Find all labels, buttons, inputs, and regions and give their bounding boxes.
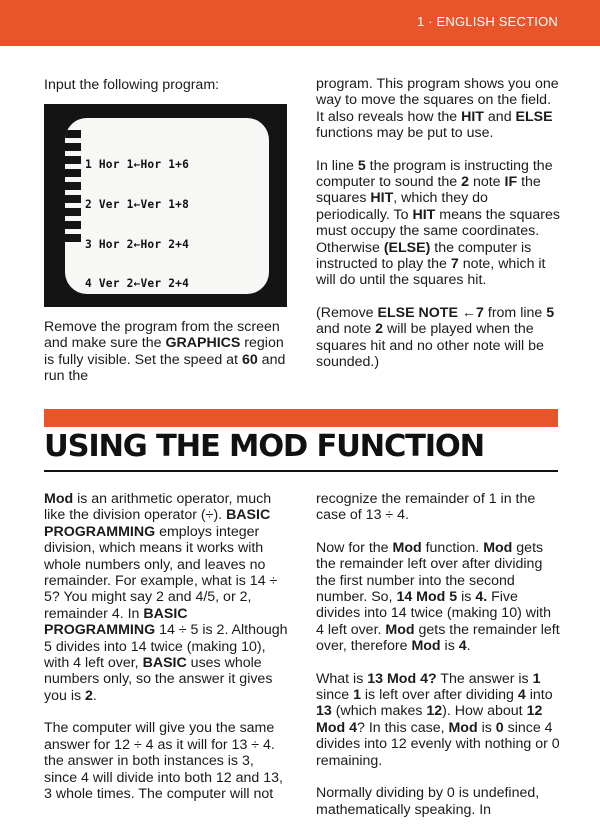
paragraph-hit-else: program. This program shows you one way to move the squares on the field. It also reveals how the HIT and ELSE functions may be put to use.: [316, 76, 559, 142]
paragraph-mod-intro: Mod is an arithmetic operator, much like the division operator (÷). BASIC PROGRAMMING employs integer division, which means it works with whole numbers only, and leaves no remainder. For example, what is 14 ÷ 5? You might say 2 and 4/5, or 2, remainder 4. In BASIC PROGRAMMING 14 ÷ 5 is 2. Although 5 divides into 14 twice (making 10), with 4 left over, BASIC uses whole numbers only, so the answer it gives you is 2.: [44, 491, 288, 704]
mod-left-column: [44, 491, 288, 802]
intro-instruction-block: [44, 77, 294, 93]
paragraph-remove-else: (Remove ELSE NOTE ←7 from line 5 and note 2 will be played when the squares hit and no other note will be sounded.): [316, 304, 555, 371]
paragraph-line-5: In line 5 the program is instructing the computer to sound the 2 note IF the squares HIT, which they do periodically. To HIT means the squares must occupy the same coordinates. Otherwise (ELSE) the computer is instructed to play the 7 note, which it will do until the squares hit.: [316, 157, 560, 289]
code-line: 3 Hor 2←Hor 2+4: [85, 237, 190, 251]
mod-right-column: [316, 491, 560, 818]
section-label: 1 · ENGLISH SECTION: [416, 14, 558, 29]
paragraph-same-answer: The computer will give you the same answer for 12 ÷ 4 as it will for 13 ÷ 4. the answer in both instances is 3, since 4 will divide into both 12 and 13, 3 whole times. The computer will not: [44, 720, 283, 802]
intro-instruction: Input the following program:: [44, 77, 220, 93]
paragraph-13-mod-4: What is 13 Mod 4? The answer is 1 since 1 is left over after dividing 4 into 13 (which makes 12). How about 12 Mod 4? In this case, Mod is 0 since 4 divides into 12 evenly with nothing or 0 remaining.: [316, 670, 560, 769]
code-line: 1 Hor 1←Hor 1+6: [85, 158, 190, 172]
paragraph-divide-by-zero: Normally dividing by 0 is undefined, mathematically speaking. In: [316, 785, 540, 818]
program-screen: [65, 118, 269, 294]
paragraph-mod-function: Now for the Mod function. Mod gets the remainder left over after dividing the first number into the second number. So, 14 Mod 5 is 4. Five divides into 14 twice (making 10) with 4 left over. Mod gets the remainder left over, therefore Mod is 4.: [316, 539, 560, 655]
code-line: 4 Ver 2←Ver 2+4: [85, 277, 190, 291]
screen-line-markers: [65, 130, 81, 247]
right-top-text: [316, 76, 560, 371]
intro-after-program: Remove the program from the screen and make sure the GRAPHICS region is fully visible. Set the speed at 60 and run the: [44, 319, 286, 385]
paragraph-remainder: recognize the remainder of 1 in the case of 13 ÷ 4.: [316, 491, 536, 524]
header-bar: [0, 0, 600, 46]
section-underline: [44, 470, 558, 472]
section-rule: [44, 409, 558, 427]
section-title: USING THE MOD FUNCTION: [44, 429, 484, 464]
program-code: [85, 132, 224, 294]
code-line: 2 Ver 1←Ver 1+8: [85, 198, 190, 212]
intro-after-program-block: [44, 319, 289, 385]
